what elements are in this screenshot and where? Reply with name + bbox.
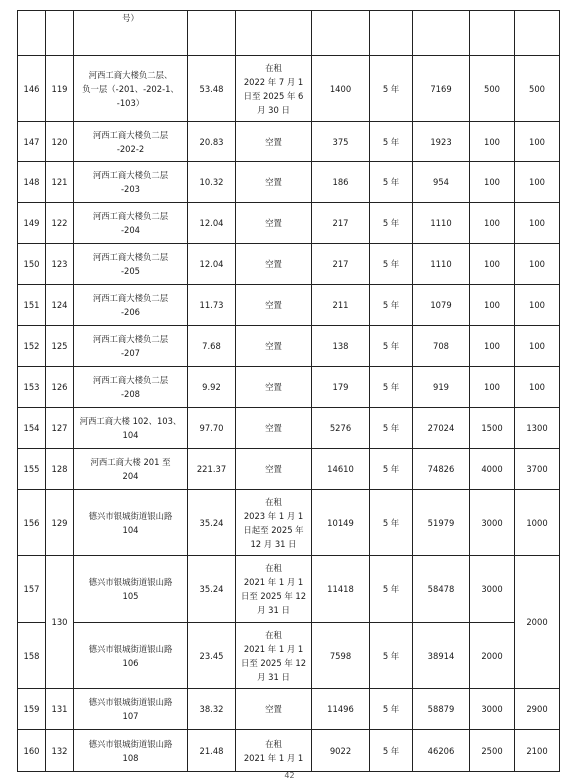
cell-term: 5 年 [370,122,413,162]
cell-seq: 147 [18,122,46,162]
cell-area: 9.92 [188,367,236,408]
cell-term: 5 年 [370,244,413,285]
cell-name: 河西工商大楼负二层、 负一层（-201、-202-1、 -103） [74,56,188,122]
cell-status: 在租 2021 年 1 月 1 日至 2025 年 12 月 31 日 [236,623,312,689]
cell-area: 21.48 [188,730,236,772]
cell-no: 130 [46,556,74,689]
cell-name: 河西工商大楼负二层 -206 [74,285,188,326]
cell-term [370,11,413,56]
cell-area: 35.24 [188,490,236,556]
cell-v1: 375 [312,122,370,162]
cell-v1: 217 [312,203,370,244]
cell-seq: 151 [18,285,46,326]
cell-v3: 3000 [470,490,515,556]
cell-v3: 100 [470,122,515,162]
cell-seq: 160 [18,730,46,772]
table-row [18,122,560,162]
cell-v2: 74826 [413,449,470,490]
table-row [18,162,560,203]
cell-seq [18,11,46,56]
cell-v2 [413,11,470,56]
cell-term: 5 年 [370,326,413,367]
cell-v4: 1000 [515,490,560,556]
cell-v3: 1500 [470,408,515,449]
cell-v1: 5276 [312,408,370,449]
cell-v2: 38914 [413,623,470,689]
cell-status: 空置 [236,122,312,162]
cell-area: 221.37 [188,449,236,490]
cell-v4: 1300 [515,408,560,449]
cell-no: 128 [46,449,74,490]
cell-no: 127 [46,408,74,449]
cell-v4: 100 [515,367,560,408]
cell-v4: 100 [515,326,560,367]
cell-area [188,11,236,56]
cell-area: 7.68 [188,326,236,367]
cell-seq: 149 [18,203,46,244]
cell-v4 [515,11,560,56]
cell-status: 在租 2023 年 1 月 1 日起至 2025 年 12 月 31 日 [236,490,312,556]
cell-status: 在租 2022 年 7 月 1 日至 2025 年 6 月 30 日 [236,56,312,122]
lease-table [17,10,560,772]
cell-area: 97.70 [188,408,236,449]
cell-area: 12.04 [188,244,236,285]
cell-v1: 1400 [312,56,370,122]
cell-v3 [470,11,515,56]
cell-v4: 500 [515,56,560,122]
cell-v3: 500 [470,56,515,122]
table-row-fragment [18,11,560,56]
cell-term: 5 年 [370,162,413,203]
cell-area: 10.32 [188,162,236,203]
cell-term: 5 年 [370,408,413,449]
cell-area: 23.45 [188,623,236,689]
cell-v4: 2100 [515,730,560,772]
cell-seq: 153 [18,367,46,408]
cell-v4: 2000 [515,556,560,689]
cell-no: 124 [46,285,74,326]
table-row [18,689,560,730]
cell-v1: 211 [312,285,370,326]
cell-v2: 58879 [413,689,470,730]
cell-v4: 100 [515,162,560,203]
cell-v1: 138 [312,326,370,367]
cell-v1: 9022 [312,730,370,772]
cell-seq: 146 [18,56,46,122]
cell-v4: 100 [515,203,560,244]
cell-v1: 14610 [312,449,370,490]
cell-seq: 156 [18,490,46,556]
table-row [18,285,560,326]
cell-v3: 100 [470,285,515,326]
cell-name: 河西工商大楼负二层 -202-2 [74,122,188,162]
cell-name: 河西工商大楼负二层 -205 [74,244,188,285]
cell-seq: 155 [18,449,46,490]
cell-v2: 51979 [413,490,470,556]
cell-no: 120 [46,122,74,162]
cell-v2: 1923 [413,122,470,162]
cell-name: 河西工商大楼 201 至 204 [74,449,188,490]
cell-no: 125 [46,326,74,367]
table-row [18,449,560,490]
cell-v4: 100 [515,244,560,285]
cell-seq: 157 [18,556,46,623]
table-row [18,203,560,244]
cell-v1: 10149 [312,490,370,556]
cell-term: 5 年 [370,449,413,490]
cell-v1: 7598 [312,623,370,689]
cell-name: 河西工商大楼负二层 -203 [74,162,188,203]
cell-term: 5 年 [370,203,413,244]
cell-no: 132 [46,730,74,772]
cell-v2: 46206 [413,730,470,772]
table-row [18,408,560,449]
cell-v3: 2500 [470,730,515,772]
cell-v3: 2000 [470,623,515,689]
cell-area: 35.24 [188,556,236,623]
cell-v4: 3700 [515,449,560,490]
cell-v2: 1110 [413,244,470,285]
cell-no: 131 [46,689,74,730]
cell-no: 119 [46,56,74,122]
cell-name: 河西工商大楼负二层 -207 [74,326,188,367]
cell-name: 德兴市银城街道银山路 106 [74,623,188,689]
cell-term: 5 年 [370,556,413,623]
cell-no: 123 [46,244,74,285]
cell-no: 129 [46,490,74,556]
cell-v1: 11418 [312,556,370,623]
cell-name: 德兴市银城街道银山路 108 [74,730,188,772]
cell-status: 空置 [236,203,312,244]
cell-v3: 4000 [470,449,515,490]
table-row [18,490,560,556]
cell-seq: 150 [18,244,46,285]
cell-seq: 159 [18,689,46,730]
cell-name: 河西工商大楼负二层 -204 [74,203,188,244]
table-row [18,556,560,623]
cell-v2: 58478 [413,556,470,623]
cell-status: 在租 2021 年 1 月 1 [236,730,312,772]
cell-v2: 1079 [413,285,470,326]
cell-v2: 1110 [413,203,470,244]
cell-status: 空置 [236,326,312,367]
cell-status: 空置 [236,449,312,490]
cell-term: 5 年 [370,689,413,730]
cell-status: 空置 [236,367,312,408]
cell-v3: 100 [470,326,515,367]
cell-v3: 3000 [470,556,515,623]
table-row [18,56,560,122]
cell-area: 53.48 [188,56,236,122]
cell-v3: 100 [470,367,515,408]
cell-name: 河西工商大楼负二层 -208 [74,367,188,408]
cell-v1: 186 [312,162,370,203]
cell-v1 [312,11,370,56]
cell-v3: 100 [470,203,515,244]
cell-v1: 179 [312,367,370,408]
cell-v2: 919 [413,367,470,408]
cell-v2: 708 [413,326,470,367]
table-row [18,326,560,367]
cell-term: 5 年 [370,730,413,772]
cell-seq: 154 [18,408,46,449]
cell-area: 12.04 [188,203,236,244]
table-row [18,244,560,285]
cell-v4: 100 [515,285,560,326]
cell-area: 38.32 [188,689,236,730]
table-row [18,623,560,689]
cell-v3: 100 [470,162,515,203]
table-body [18,11,560,772]
cell-area: 20.83 [188,122,236,162]
cell-status: 空置 [236,162,312,203]
cell-no [46,11,74,56]
cell-name: 德兴市银城街道银山路 107 [74,689,188,730]
cell-no: 121 [46,162,74,203]
cell-no: 122 [46,203,74,244]
cell-seq: 148 [18,162,46,203]
cell-v2: 27024 [413,408,470,449]
page-number: 42 [284,771,295,780]
table-row [18,730,560,772]
cell-v3: 3000 [470,689,515,730]
cell-term: 5 年 [370,285,413,326]
cell-status: 空置 [236,408,312,449]
cell-seq: 158 [18,623,46,689]
cell-term: 5 年 [370,56,413,122]
cell-term: 5 年 [370,623,413,689]
cell-v1: 217 [312,244,370,285]
cell-v4: 2900 [515,689,560,730]
cell-status: 空置 [236,285,312,326]
cell-status: 空置 [236,689,312,730]
cell-status: 在租 2021 年 1 月 1 日至 2025 年 12 月 31 日 [236,556,312,623]
cell-no: 126 [46,367,74,408]
cell-v2: 7169 [413,56,470,122]
cell-term: 5 年 [370,490,413,556]
cell-status [236,11,312,56]
cell-area: 11.73 [188,285,236,326]
cell-seq: 152 [18,326,46,367]
cell-v3: 100 [470,244,515,285]
cell-name: 德兴市银城街道银山路 105 [74,556,188,623]
cell-name-fragment: 号） [74,11,188,56]
cell-v1: 11496 [312,689,370,730]
cell-name: 德兴市银城街道银山路 104 [74,490,188,556]
cell-v2: 954 [413,162,470,203]
cell-name: 河西工商大楼 102、103、 104 [74,408,188,449]
cell-status: 空置 [236,244,312,285]
table-row [18,367,560,408]
cell-term: 5 年 [370,367,413,408]
cell-v4: 100 [515,122,560,162]
